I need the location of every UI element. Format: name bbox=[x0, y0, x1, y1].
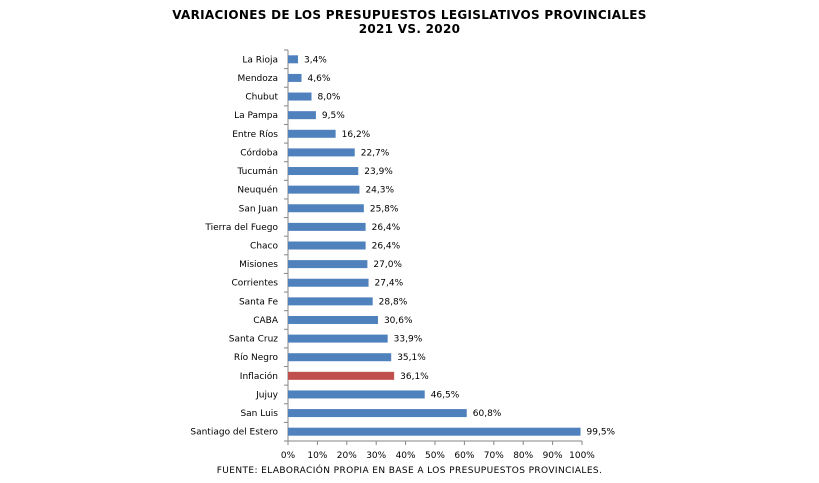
bar-jujuy bbox=[288, 390, 425, 398]
x-tick-label: 90% bbox=[542, 451, 563, 461]
bar-santa-cruz bbox=[288, 335, 388, 343]
bar-la-pampa bbox=[288, 111, 316, 119]
data-label: 99,5% bbox=[586, 427, 616, 438]
x-tick-label: 30% bbox=[366, 451, 387, 461]
data-label: 26,4% bbox=[371, 241, 401, 252]
data-label: 46,5% bbox=[430, 390, 460, 401]
category-label: Santa Cruz bbox=[228, 334, 278, 345]
x-tick-label: 10% bbox=[307, 451, 328, 461]
category-label: San Juan bbox=[238, 204, 278, 215]
data-label: 30,6% bbox=[383, 315, 413, 326]
bar-mendoza bbox=[288, 74, 302, 82]
data-label: 3,4% bbox=[303, 55, 327, 66]
category-label: Río Negro bbox=[233, 353, 278, 364]
data-label: 27,0% bbox=[373, 260, 402, 271]
chart-source-note: FUENTE: ELABORACIÓN PROPIA EN BASE A LOS PRESUPUESTOS PROVINCIALES. bbox=[216, 466, 603, 476]
bar-r-o-negro bbox=[288, 353, 391, 361]
bar-chaco bbox=[288, 242, 366, 250]
category-label: Santa Fe bbox=[238, 297, 278, 308]
data-label: 4,6% bbox=[307, 73, 331, 84]
category-label: San Luis bbox=[240, 409, 278, 420]
data-label: 60,8% bbox=[472, 409, 502, 420]
bar-misiones bbox=[288, 260, 367, 268]
bar-entre-r-os bbox=[288, 130, 336, 138]
chart-title-line1: VARIACIONES DE LOS PRESUPUESTOS LEGISLATIVOS PROVINCIALES bbox=[172, 8, 647, 22]
category-label: CABA bbox=[253, 315, 278, 326]
data-label: 28,8% bbox=[378, 297, 408, 308]
bar-tierra-del-fuego bbox=[288, 223, 366, 231]
bar-c-rdoba bbox=[288, 148, 355, 156]
data-label: 23,9% bbox=[364, 167, 393, 178]
bar-corrientes bbox=[288, 279, 369, 287]
x-tick-label: 50% bbox=[424, 451, 446, 461]
category-label: Inflación bbox=[239, 371, 278, 382]
category-label: Chubut bbox=[245, 92, 278, 103]
data-label: 33,9% bbox=[393, 334, 423, 345]
bar-chubut bbox=[288, 93, 312, 101]
bar-caba bbox=[288, 316, 378, 324]
bar-tucum-n bbox=[288, 167, 358, 175]
category-label: La Rioja bbox=[242, 55, 278, 66]
data-label: 35,1% bbox=[397, 353, 426, 364]
chart-subtitle: 2021 VS. 2020 bbox=[358, 22, 461, 36]
data-label: 26,4% bbox=[371, 222, 401, 233]
category-label: Neuquén bbox=[237, 185, 278, 196]
x-tick-label: 40% bbox=[395, 451, 416, 461]
data-label: 9,5% bbox=[321, 111, 345, 122]
data-label: 36,1% bbox=[400, 371, 429, 382]
x-tick-label: 0% bbox=[280, 451, 296, 461]
plot-area bbox=[190, 50, 615, 461]
category-label: Misiones bbox=[239, 260, 278, 271]
x-tick-label: 80% bbox=[513, 451, 534, 461]
category-label: Chaco bbox=[250, 241, 278, 252]
x-tick-label: 20% bbox=[336, 451, 357, 461]
category-label: Santiago del Estero bbox=[190, 427, 278, 438]
x-tick-label: 60% bbox=[454, 451, 475, 461]
data-label: 25,8% bbox=[369, 204, 399, 215]
data-label: 22,7% bbox=[360, 148, 390, 159]
bar-san-luis bbox=[288, 409, 467, 417]
category-label: Córdoba bbox=[240, 148, 278, 159]
category-label: La Pampa bbox=[234, 111, 278, 122]
bar-neuqu-n bbox=[288, 186, 359, 194]
x-tick-label: 100% bbox=[569, 451, 595, 461]
category-label: Corrientes bbox=[231, 278, 278, 289]
category-label: Mendoza bbox=[237, 73, 278, 84]
bar-san-juan bbox=[288, 204, 364, 212]
category-label: Tucumán bbox=[237, 167, 278, 178]
data-label: 8,0% bbox=[317, 92, 341, 103]
data-label: 24,3% bbox=[365, 185, 395, 196]
category-label: Jujuy bbox=[256, 390, 278, 401]
category-label: Entre Ríos bbox=[232, 129, 278, 140]
category-label: Tierra del Fuego bbox=[205, 222, 278, 233]
bar-la-rioja bbox=[288, 55, 298, 63]
x-tick-label: 70% bbox=[483, 451, 504, 461]
bar-santa-fe bbox=[288, 297, 373, 305]
bar-santiago-del-estero bbox=[288, 428, 581, 436]
data-label: 16,2% bbox=[341, 129, 371, 140]
data-label: 27,4% bbox=[374, 278, 404, 289]
bar-inflaci-n bbox=[288, 372, 394, 380]
